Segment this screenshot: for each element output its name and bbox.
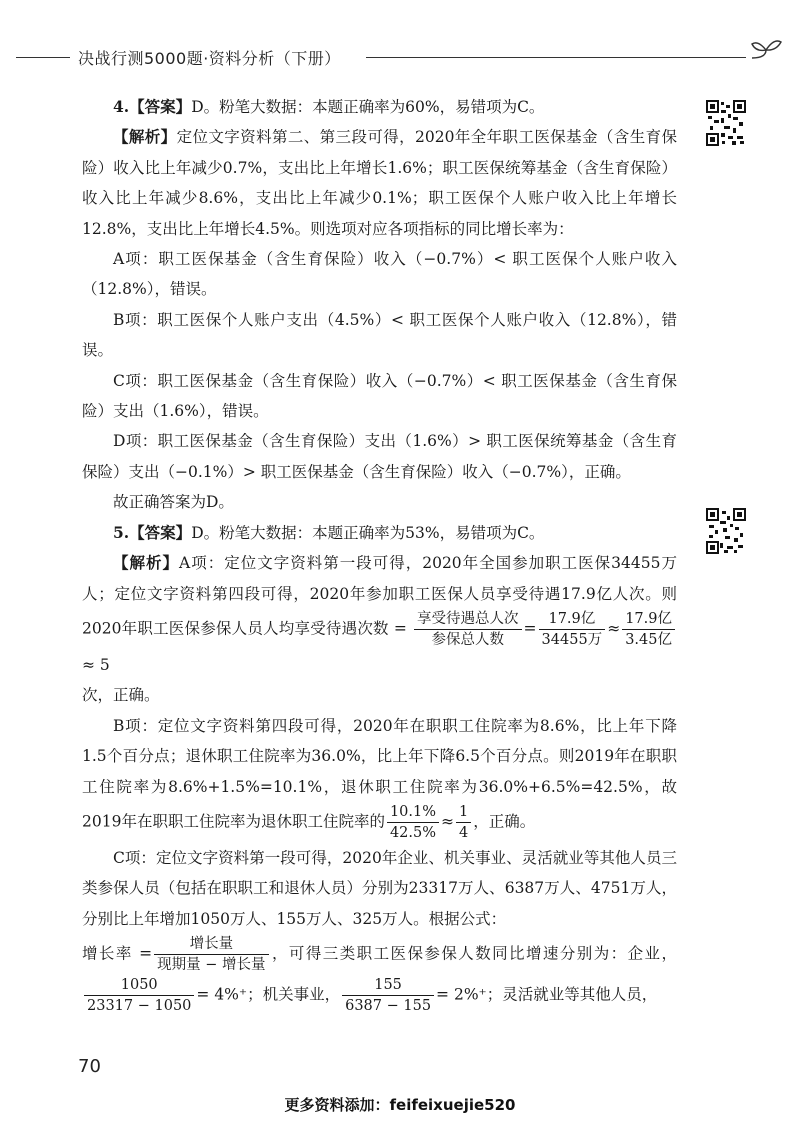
analysis-label: 【解析】	[113, 127, 177, 147]
q5-option-c-formula: 增长率 = $\frac{\text{增长量}}{\text{现期量 − 增长量}}$ ，可得三类职工医保参保人数同比增速分别为：企业， $\frac{1050}{23317 - 1050}$ = 4%⁺；机关事业， $\frac{155}{6387 - 155}$ = 2%⁺；灵活就业等其他人员，	[82, 936, 677, 1015]
fraction: $\frac{1050}{23317 - 1050}$	[84, 975, 194, 1016]
fraction: $\frac{\text{17.9亿}}{\text{3.45亿}}$	[622, 609, 675, 650]
option-b-text: B项：定位文字资料第四段可得，2020年在职职工住院率为8.6%，比上年下降1.5个百分点；退休职工住院率为36.0%，比上年下降6.5个百分点。则2019年在职职工住院率为8.6%+1.5%=10.1%，退休职工住院率为36.0%+6.5%=42.5%，故2019年在职职工住院率为退休职工住院率的	[82, 716, 677, 831]
q5-option-a: 【解析】A项：定位文字资料第一段可得，2020年全国参加职工医保34455万人；定位文字资料第四段可得，2020年参加职工医保人员享受待遇17.9亿人次。则2020年职工医保参保人员人均享受待遇次数 = $\frac{\text{享受待遇总人次}}{\text{参保总人数}}$ = $\frac{\text{17.9亿}}{\text{34455万}}$ ≈ $\frac{\text{17.9亿}}{\text{3.45亿}}$ ≈ 5	[82, 553, 677, 674]
q5-option-b: B项：定位文字资料第四段可得，2020年在职职工住院率为8.6%，比上年下降1.5个百分点；退休职工住院率为36.0%，比上年下降6.5个百分点。则2019年在职职工住院率为8.6%+1.5%=10.1%，退休职工住院率为36.0%+6.5%=42.5%，故2019年在职职工住院率为退休职工住院率的 $\frac{10.1\%}{42.5\%}$ ≈ $\frac{1}{4}$ ，正确。	[82, 716, 677, 841]
book-title: 决战行测5000题·资料分析（下册）	[78, 49, 341, 68]
fraction: $\frac{\text{增长量}}{\text{现期量 − 增长量}}$	[154, 934, 268, 975]
q4-conclusion: 故正确答案为D。	[113, 493, 234, 512]
header-rule-left	[16, 57, 70, 58]
fraction: $\frac{155}{6387 - 155}$	[342, 975, 434, 1016]
running-header	[16, 44, 786, 72]
q4-analysis	[82, 122, 677, 244]
q4-option-d: D项：职工医保基金（含生育保险）支出（1.6%）> 职工医保统筹基金（含生育保险）支出（−0.1%）> 职工医保基金（含生育保险）收入（−0.7%），正确。	[82, 432, 677, 481]
q4-answer	[82, 92, 677, 122]
option-c-text: C项：定位文字资料第一段可得，2020年企业、机关事业、灵活就业等其他人员三类参保人员（包括在职职工和退休人员）分别为23317万人、6387万人、4751万人，分别比上年增加1050万人、155万人、325万人。根据公式：	[82, 848, 677, 928]
q4-option-a: A项：职工医保基金（含生育保险）收入（−0.7%）< 职工医保个人账户收入（12.8%），错误。	[82, 250, 677, 299]
answer-label: 4.【答案】	[113, 97, 192, 116]
answer-text: D。粉笔大数据：本题正确率为53%，易错项为C。	[191, 523, 545, 542]
fraction: $\frac{1}{4}$	[456, 802, 471, 843]
answer-text: D。粉笔大数据：本题正确率为60%，易错项为C。	[191, 98, 545, 116]
qr-code-icon[interactable]	[706, 100, 746, 146]
q4-option-b: B项：职工医保个人账户支出（4.5%）< 职工医保个人账户收入（12.8%），错误。	[82, 310, 677, 360]
analysis-text: 定位文字资料第二、第三段可得，2020年全年职工医保基金（含生育保险）收入比上年减少0.7%，支出比上年增长1.6%；职工医保统筹基金（含生育保险）收入比上年减少8.6%，支出比上年减少0.1%；职工医保个人账户收入比上年增长12.8%，支出比上年增长4.5%。则选项对应各项指标的同比增长率为：	[82, 128, 677, 238]
option-a-text: A项：定位文字资料第一段可得，2020年全国参加职工医保34455万人；定位文字资料第四段可得，2020年参加职工医保人员享受待遇17.9亿人次。则2020年职工医保参保人员人均享受待遇次数 =	[82, 554, 677, 638]
header-rule-right	[366, 57, 746, 58]
q5-answer	[82, 518, 677, 548]
sprout-icon	[748, 36, 784, 66]
fraction: $\frac{\text{17.9亿}}{\text{34455万}}$	[539, 609, 606, 650]
answer-label: 5.【答案】	[113, 522, 192, 542]
q5-option-a-end: 次，正确。	[82, 686, 160, 705]
footer-note: 更多资料添加：feifeixuejie520	[284, 1096, 516, 1114]
fraction: $\frac{\text{享受待遇总人次}}{\text{参保总人数}}$	[414, 609, 522, 650]
qr-code-icon[interactable]	[706, 508, 746, 554]
page-number: 70	[78, 1056, 101, 1077]
answer-explanations	[82, 92, 677, 1016]
q5-option-c	[82, 843, 677, 934]
fraction: $\frac{10.1\%}{42.5\%}$	[387, 802, 439, 843]
analysis-label: 【解析】	[113, 553, 180, 573]
q4-option-c: C项：职工医保基金（含生育保险）收入（−0.7%）< 职工医保基金（含生育保险）支出（1.6%），错误。	[82, 371, 677, 421]
